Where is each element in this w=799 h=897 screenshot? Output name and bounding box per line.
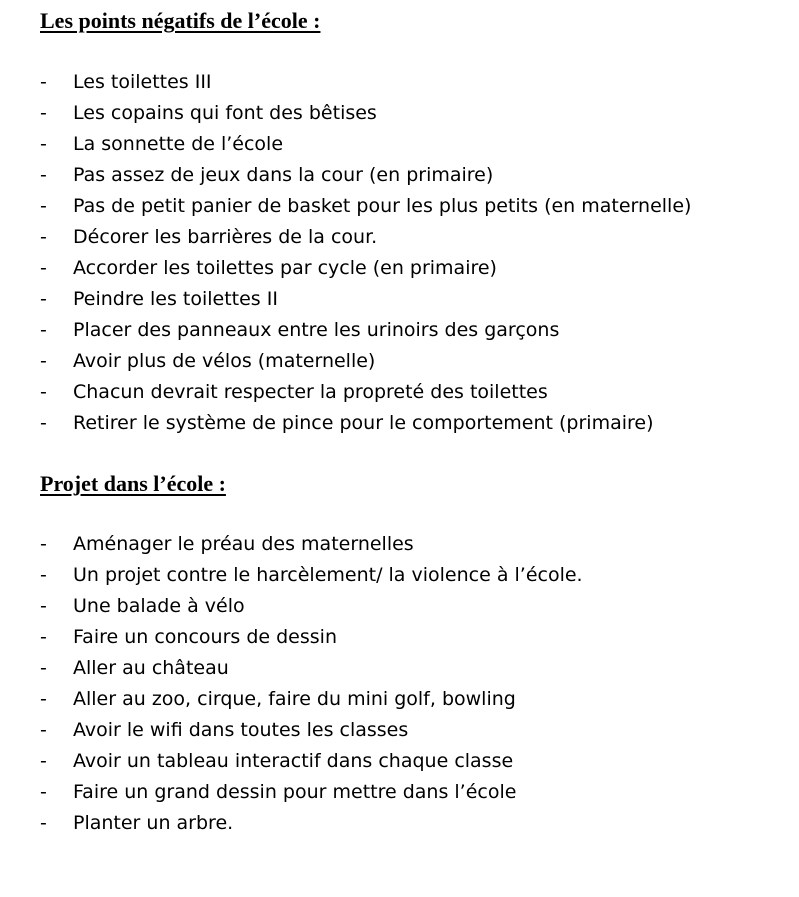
dash-bullet-icon: -	[40, 812, 47, 834]
dash-bullet-icon: -	[40, 288, 47, 310]
list-item-text: Les copains qui font des bêtises	[73, 102, 377, 124]
list-item	[40, 684, 583, 715]
list-item	[40, 560, 583, 591]
list-item	[40, 160, 691, 191]
list-item-text: Une balade à vélo	[73, 595, 245, 617]
dash-bullet-icon: -	[40, 657, 47, 679]
list-item	[40, 191, 691, 222]
dash-bullet-icon: -	[40, 71, 47, 93]
list-item-text: Chacun devrait respecter la propreté des toilettes	[73, 381, 548, 403]
list-item-text: Pas de petit panier de basket pour les plus petits (en maternelle)	[73, 195, 692, 217]
dash-bullet-icon: -	[40, 381, 47, 403]
list-item	[40, 284, 691, 315]
dash-bullet-icon: -	[40, 226, 47, 248]
section-title-school-projects: Projet dans l’école :	[40, 471, 226, 496]
section-title-negative-points: Les points négatifs de l’école :	[40, 8, 321, 33]
list-item	[40, 253, 691, 284]
dash-bullet-icon: -	[40, 750, 47, 772]
list-item-text: Avoir plus de vélos (maternelle)	[73, 350, 376, 372]
list-item	[40, 622, 583, 653]
list-item-text: Faire un concours de dessin	[73, 626, 337, 648]
list-item	[40, 591, 583, 622]
dash-bullet-icon: -	[40, 626, 47, 648]
list-item	[40, 653, 583, 684]
list-item	[40, 715, 583, 746]
list-item	[40, 377, 691, 408]
list-item-text: Un projet contre le harcèlement/ la violence à l’école.	[73, 564, 583, 586]
list-item	[40, 808, 583, 839]
dash-bullet-icon: -	[40, 719, 47, 741]
dash-bullet-icon: -	[40, 533, 47, 555]
list-item-text: Retirer le système de pince pour le comportement (primaire)	[73, 412, 654, 434]
list-item	[40, 98, 691, 129]
dash-bullet-icon: -	[40, 595, 47, 617]
list-item-text: Les toilettes III	[73, 71, 212, 93]
list-item	[40, 529, 583, 560]
list-item	[40, 746, 583, 777]
negative-points-list	[40, 67, 691, 439]
list-item-text: Aller au château	[73, 657, 229, 679]
list-item-text: Peindre les toilettes II	[73, 288, 278, 310]
list-item-text: Avoir un tableau interactif dans chaque classe	[73, 750, 514, 772]
list-item	[40, 777, 583, 808]
list-item	[40, 346, 691, 377]
dash-bullet-icon: -	[40, 257, 47, 279]
dash-bullet-icon: -	[40, 102, 47, 124]
dash-bullet-icon: -	[40, 195, 47, 217]
dash-bullet-icon: -	[40, 319, 47, 341]
list-item-text: Planter un arbre.	[73, 812, 234, 834]
list-item-text: Aller au zoo, cirque, faire du mini golf, bowling	[73, 688, 516, 710]
dash-bullet-icon: -	[40, 688, 47, 710]
list-item	[40, 67, 691, 98]
list-item-text: Décorer les barrières de la cour.	[73, 226, 378, 248]
list-item	[40, 408, 691, 439]
dash-bullet-icon: -	[40, 164, 47, 186]
list-item-text: Avoir le wifi dans toutes les classes	[73, 719, 409, 741]
list-item-text: Placer des panneaux entre les urinoirs des garçons	[73, 319, 560, 341]
school-projects-list	[40, 529, 583, 839]
list-item-text: Accorder les toilettes par cycle (en primaire)	[73, 257, 497, 279]
list-item	[40, 222, 691, 253]
list-item-text: Pas assez de jeux dans la cour (en primaire)	[73, 164, 494, 186]
dash-bullet-icon: -	[40, 564, 47, 586]
list-item-text: Aménager le préau des maternelles	[73, 533, 414, 555]
list-item	[40, 315, 691, 346]
dash-bullet-icon: -	[40, 412, 47, 434]
list-item-text: Faire un grand dessin pour mettre dans l’école	[73, 781, 517, 803]
dash-bullet-icon: -	[40, 350, 47, 372]
list-item	[40, 129, 691, 160]
dash-bullet-icon: -	[40, 133, 47, 155]
dash-bullet-icon: -	[40, 781, 47, 803]
list-item-text: La sonnette de l’école	[73, 133, 284, 155]
